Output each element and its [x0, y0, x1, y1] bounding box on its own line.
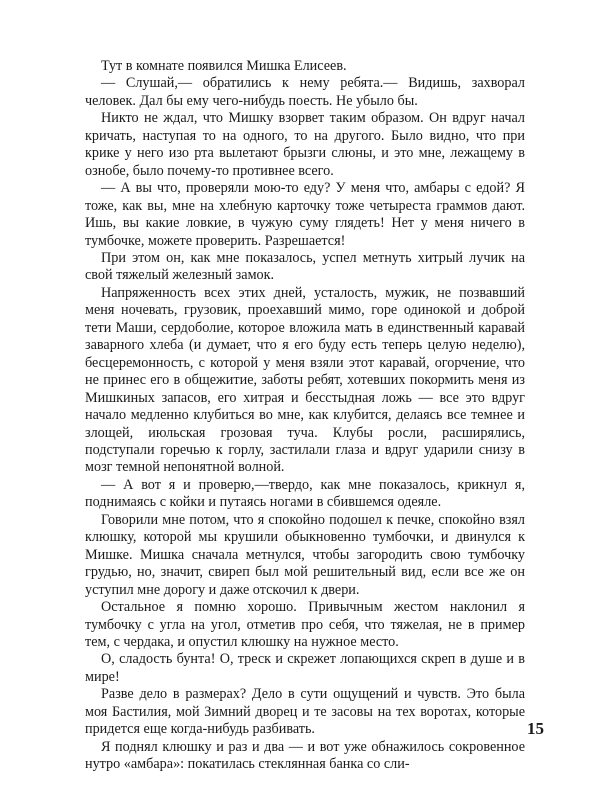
body-text	[85, 58, 525, 774]
page-number: 15	[527, 719, 544, 738]
paragraph: Я поднял клюшку и раз и два — и вот уже обнажилось сокровенное нутро «амбара»: покатилась стеклянная банка со сли-	[85, 738, 525, 773]
paragraph: Никто не ждал, что Мишку взорвет таким образом. Он вдруг начал кричать, наступая то на одного, то на другого. Было видно, что при крике у него изо рта вылетают брызги слюны, и это мне, лежащему в ознобе, было почему-то противнее всего.	[85, 110, 525, 179]
paragraph: — А вот я и проверю,—твердо, как мне показалось, крикнул я, поднимаясь с койки и путаясь ногами в сбившемся одеяле.	[85, 476, 525, 511]
paragraph: — А вы что, проверяли мою-то еду? У меня что, амбары с едой? Я тоже, как вы, мне на хлебную карточку тоже четыреста граммов дают. Ишь, вы какие ловкие, в чужую суму глядеть! Нет у меня ничего в тумбочке, можете проверить. Разрешается!	[85, 180, 525, 249]
paragraph: Тут в комнате появился Мишка Елисеев.	[101, 58, 347, 74]
paragraph: Напряженность всех этих дней, усталость, мужик, не позвавший меня ночевать, грузовик, проехавший мимо, горе одинокой и доброй тети Маши, сердоболие, которое вложила мать в единственный каравай заварного хлеба (и думает, что я его буду есть теперь целую неделю), бесцеремонность, с которой у меня взяли этот каравай, огорчение, что не принес его в общежитие, заботы ребят, хотевших покормить меня из Мишкиных запасов, его хитрая и бесстыдная ложь — все это вдруг начало медленно клубиться во мне, как клубится, делаясь все темнее и злощей, июльская грозовая туча. Клубы росли, расширялись, подступали горечью к горлу, застилали глаза и вдруг ударили снизу в мозг темной непонятной волной.	[85, 284, 525, 476]
paragraph: Разве дело в размерах? Дело в сути ощущений и чувств. Это была моя Бастилия, мой Зимний дворец и те засовы на тех воротах, которые придется еще когда-нибудь разбивать.	[85, 686, 525, 738]
paragraph: При этом он, как мне показалось, успел метнуть хитрый лучик на свой тяжелый железный замок.	[85, 249, 525, 284]
paragraph: Говорили мне потом, что я спокойно подошел к печке, спокойно взял клюшку, которой мы крушили обыкновенно тумбочки, и двинулся к Мишке. Мишка сначала метнулся, чтобы загородить свою тумбочку грудью, но, значит, свиреп был мой решительный вид, если все же он уступил мне дорогу и даже отскочил к двери.	[85, 511, 525, 598]
paragraph: — Слушай,— обратились к нему ребята.— Видишь, захворал человек. Дал бы ему чего-нибудь поесть. Не убыло бы.	[85, 75, 525, 109]
paragraph: О, сладость бунта! О, треск и скрежет лопающихся скреп в душе и в мире!	[85, 651, 525, 685]
paragraph: Остальное я помню хорошо. Привычным жестом наклонил я тумбочку с угла на угол, отметив про себя, что тяжелая, не в пример тем, с чердака, и опустил клюшку на нужное место.	[85, 599, 525, 650]
